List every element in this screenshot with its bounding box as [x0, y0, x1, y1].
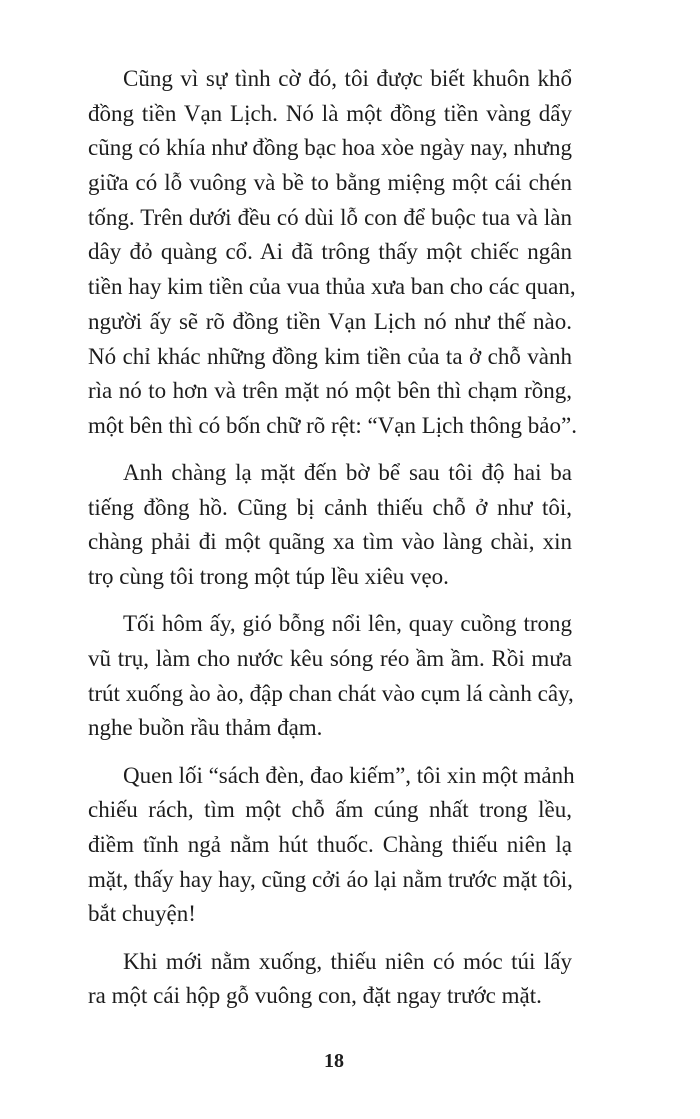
text-line: giữa có lỗ vuông và bề to bằng miệng một cái chén: [88, 170, 572, 196]
paragraph: [88, 759, 575, 932]
text-line: trọ cùng tôi trong một túp lều xiêu vẹo.: [88, 564, 449, 590]
text-line: Quen lối “sách đèn, đao kiếm”, tôi xin một mảnh: [123, 762, 575, 788]
text-line: chiếu rách, tìm một chỗ ấm cúng nhất trong lều,: [88, 797, 572, 823]
text-line: một bên thì có bốn chữ rõ rệt: “Vạn Lịch thông bảo”.: [88, 412, 577, 438]
paragraph: [88, 62, 577, 444]
text-line: Anh chàng lạ mặt đến bờ bể sau tôi độ hai ba: [123, 460, 572, 486]
text-line: vũ trụ, làm cho nước kêu sóng réo ầm ầm. Rồi mưa: [88, 646, 572, 671]
text-line: mặt, thấy hay hay, cũng cởi áo lại nằm trước mặt tôi,: [88, 866, 573, 892]
text-line: Nó chỉ khác những đồng kim tiền của ta ở chỗ vành: [88, 343, 572, 369]
text-line: tiền hay kim tiền của vua thủa xưa ban cho các quan,: [88, 274, 576, 300]
text-line: đồng tiền Vạn Lịch. Nó là một đồng tiền vàng dẩy: [88, 100, 572, 126]
text-line: điềm tĩnh ngả nằm hút thuốc. Chàng thiếu niên lạ: [88, 831, 572, 857]
text-line: dây đỏ quàng cổ. Ai đã trông thấy một chiếc ngân: [88, 239, 572, 265]
text-line: cũng có khía như đồng bạc hoa xòe ngày nay, nhưng: [88, 135, 572, 161]
page-body: [88, 62, 577, 1026]
text-line: Khi mới nằm xuống, thiếu niên có móc túi lấy: [123, 948, 572, 974]
paragraph: [88, 456, 572, 595]
text-line: chàng phải đi một quãng xa tìm vào làng chài, xin: [88, 529, 572, 555]
text-line: rìa nó to hơn và trên mặt nó một bên thì chạm rồng,: [88, 378, 572, 404]
text-line: tống. Trên dưới đều có dùi lỗ con để buộc tua và làn: [88, 204, 572, 230]
text-line: trút xuống ào ào, đập chan chát vào cụm lá cành cây,: [88, 680, 574, 706]
paragraph: [88, 607, 572, 746]
text-line: Tối hôm ấy, gió bỗng nổi lên, quay cuồng trong: [123, 611, 572, 637]
page-number: 18: [324, 1050, 344, 1072]
text-line: Cũng vì sự tình cờ đó, tôi được biết khuôn khổ: [123, 66, 572, 91]
text-line: người ấy sẽ rõ đồng tiền Vạn Lịch nó như thế nào.: [88, 308, 572, 334]
text-line: ra một cái hộp gỗ vuông con, đặt ngay trước mặt.: [88, 983, 542, 1009]
text-line: tiếng đồng hồ. Cũng bị cảnh thiếu chỗ ở như tôi,: [88, 494, 572, 520]
text-line: nghe buồn rầu thảm đạm.: [88, 715, 323, 741]
text-line: bắt chuyện!: [88, 901, 196, 927]
paragraph: [88, 945, 572, 1014]
